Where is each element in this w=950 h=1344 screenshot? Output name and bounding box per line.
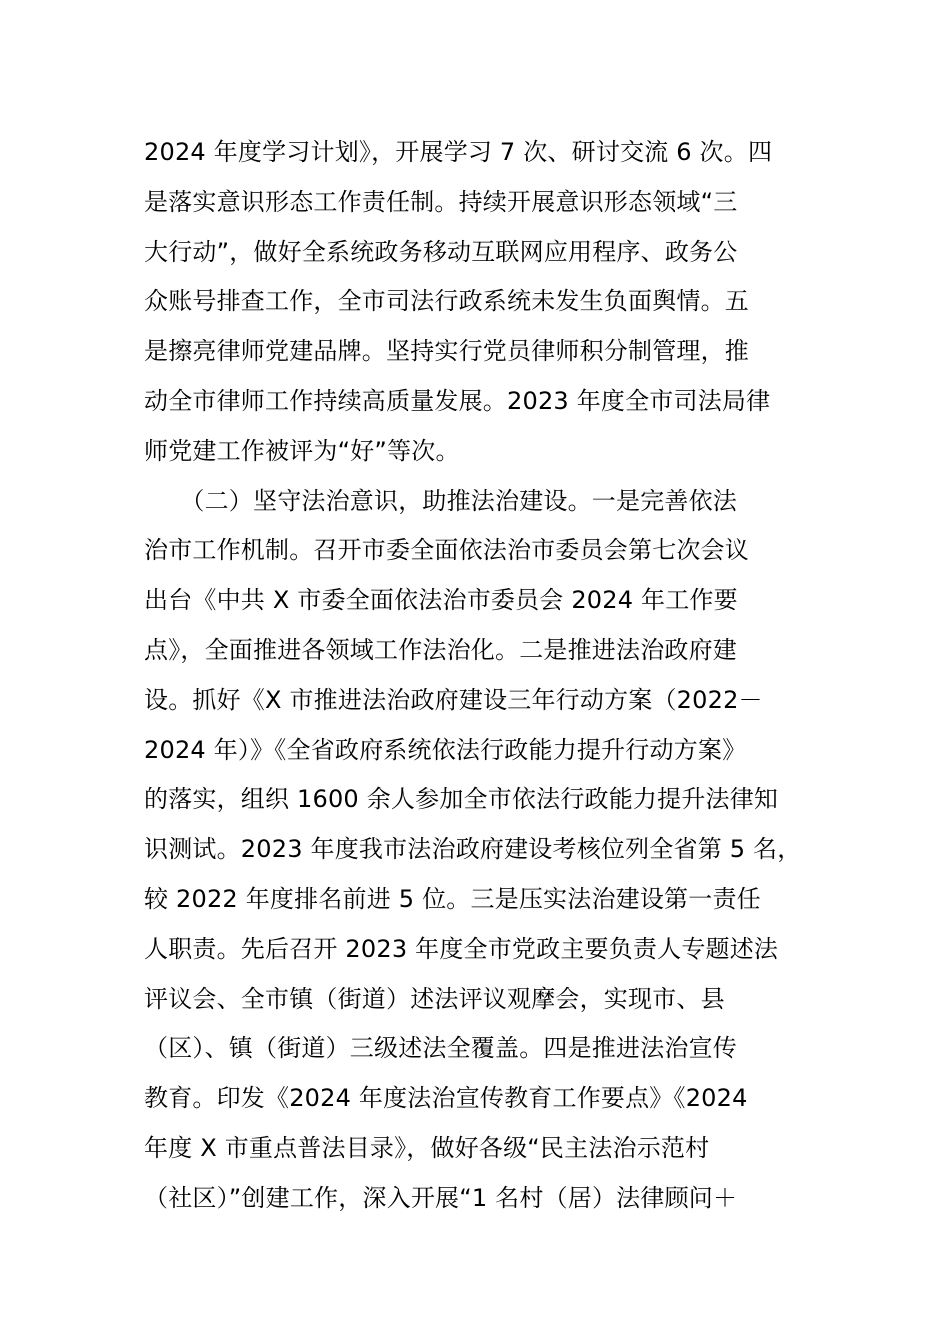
section-heading-line: （二）坚守法治意识，助推法治建设。一是完善依法: [144, 486, 737, 515]
text-line: （区）、镇（街道）三级述法全覆盖。四是推进法治宣传: [144, 1034, 737, 1063]
text-line: 是落实意识形态工作责任制。持续开展意识形态领域“三: [144, 187, 738, 216]
text-line: 出台《中共 X 市委全面依法治市委员会 2024 年工作要: [144, 586, 738, 615]
text-line: 教育。印发《2024 年度法治宣传教育工作要点》《2024: [144, 1084, 748, 1113]
text-line: 治市工作机制。召开市委全面依法治市委员会第七次会议: [144, 536, 749, 565]
text-line: 点》，全面推进各领域工作法治化。二是推进法治政府建: [144, 635, 737, 664]
text-line: 年度 X 市重点普法目录》，做好各级“民主法治示范村: [144, 1133, 710, 1162]
text-line: 较 2022 年度排名前进 5 位。三是压实法治建设第一责任: [144, 884, 761, 913]
text-line: 师党建工作被评为“好”等次。: [144, 436, 460, 465]
text-line: 人职责。先后召开 2023 年度全市党政主要负责人专题述法: [144, 934, 779, 963]
text-line: 动全市律师工作持续高质量发展。2023 年度全市司法局律: [144, 386, 771, 415]
text-line: 的落实，组织 1600 余人参加全市依法行政能力提升法律知: [144, 785, 779, 814]
text-line: 2024 年）》《全省政府系统依法行政能力提升行动方案》: [144, 735, 747, 764]
text-line: （社区）”创建工作，深入开展“1 名村（居）法律顾问＋: [144, 1183, 738, 1212]
text-line: 设。抓好《X 市推进法治政府建设三年行动方案（2022－: [144, 685, 763, 714]
text-line: 是擦亮律师党建品牌。坚持实行党员律师积分制管理，推: [144, 337, 749, 366]
text-line: 大行动”，做好全系统政务移动互联网应用程序、政务公: [144, 237, 738, 266]
text-line: 识测试。2023 年度我市法治政府建设考核位列全省第 5 名，: [144, 835, 802, 864]
text-line: 评议会、全市镇（街道）述法评议观摩会，实现市、县: [144, 984, 725, 1013]
text-line: 2024 年度学习计划》，开展学习 7 次、研讨交流 6 次。四: [144, 138, 773, 166]
text-line: 众账号排查工作，全市司法行政系统未发生负面舆情。五: [144, 287, 749, 316]
document-body: [144, 128, 844, 1224]
